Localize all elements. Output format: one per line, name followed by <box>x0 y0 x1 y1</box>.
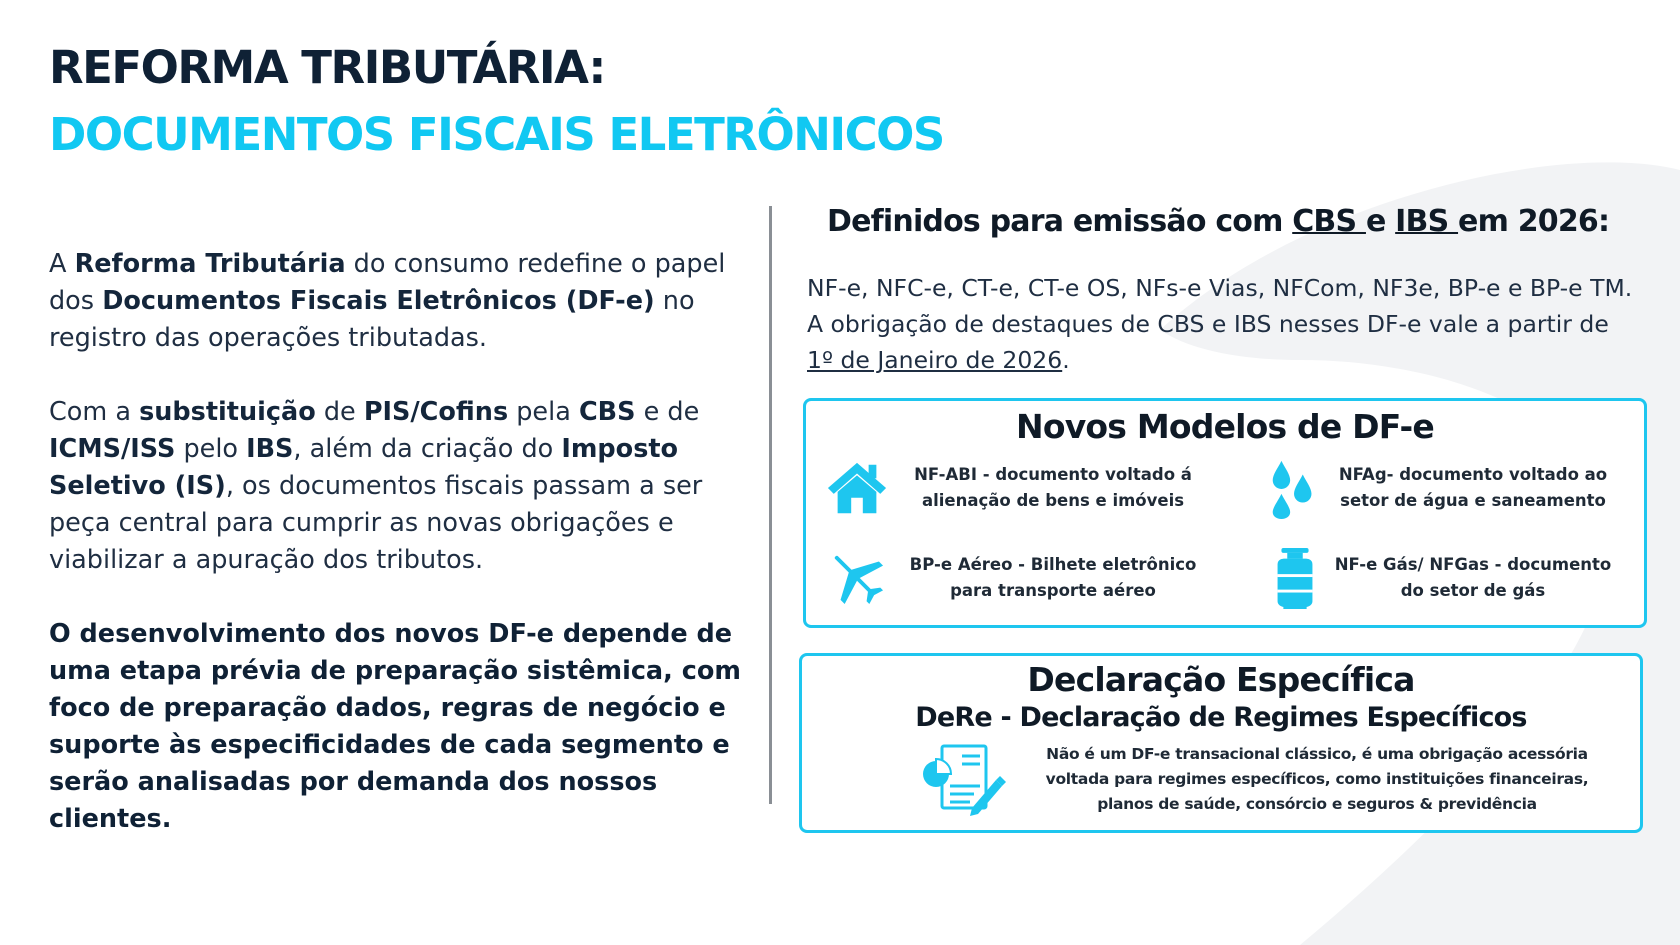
model-nfgas <box>1264 547 1618 609</box>
model-nf-abi <box>826 457 1203 519</box>
model-label-nf-abi: NF-ABI - documento voltado á alienação de bens e imóveis <box>914 465 1192 510</box>
water-drops-icon <box>1264 457 1326 519</box>
page-title <box>49 36 944 170</box>
start-date: 1º de Janeiro de 2026. <box>807 346 1070 374</box>
model-bpe-aereo <box>826 547 1203 609</box>
title-line-1: REFORMA TRIBUTÁRIA: <box>49 41 605 94</box>
model-label-bpe-aereo: BP-e Aéreo - Bilhete eletrônico para transporte aéreo <box>909 555 1197 600</box>
model-nfag <box>1264 457 1618 519</box>
declaration-text: Não é um DF-e transacional clássico, é uma obrigação acessória voltada para regimes específicos, como instituições financeiras, planos de saúde, consórcio e seguros & previdência <box>1045 745 1589 813</box>
declaration-subtitle: DeRe - Declaração de Regimes Específicos <box>915 702 1527 733</box>
house-icon <box>826 457 888 519</box>
intro-paragraph: A Reforma Tributária do consumo redefine o papel dos Documentos Fiscais Eletrônicos (DF-e) no registro das operações tributadas. <box>49 249 726 353</box>
declaration-title: Declaração Específica <box>1027 660 1415 699</box>
title-line-2: DOCUMENTOS FISCAIS ELETRÔNICOS <box>49 108 944 161</box>
obligation-text: A obrigação de destaques de CBS e IBS nesses DF-e vale a partir de <box>807 310 1609 338</box>
gas-cylinder-icon <box>1264 547 1326 609</box>
airplane-icon <box>826 547 888 609</box>
development-paragraph: O desenvolvimento dos novos DF-e depende de uma etapa prévia de preparação sistêmica, com foco de preparação dados, regras de negócio e suporte às especificidades de cada segmento e serão analisadas por demanda dos nossos clientes. <box>49 619 741 834</box>
model-label-nfgas: NF-e Gás/ NFGas - documento do setor de gás <box>1334 555 1612 600</box>
substitution-paragraph: Com a substituição de PIS/Cofins pela CBS e de ICMS/ISS pelo IBS, além da criação do Imposto Seletivo (IS), os documentos fiscais passam a ser peça central para cumprir as novas obrigações e viabilizar a apuração dos tributos. <box>49 397 703 575</box>
emission-heading: Definidos para emissão com CBS e IBS em 2026: <box>827 204 1610 239</box>
new-models-box <box>803 398 1647 628</box>
dfe-list: NF-e, NFC-e, CT-e, CT-e OS, NFs-e Vias, NFCom, NF3e, BP-e e BP-e TM. <box>807 274 1633 302</box>
new-models-title: Novos Modelos de DF-e <box>1016 407 1434 446</box>
model-label-nfag: NFAg- documento voltado ao setor de água e saneamento <box>1338 465 1608 510</box>
column-divider <box>769 206 772 804</box>
report-document-icon <box>922 744 1006 816</box>
left-column <box>49 246 761 875</box>
emission-text <box>807 270 1647 378</box>
declaration-box <box>799 653 1643 833</box>
